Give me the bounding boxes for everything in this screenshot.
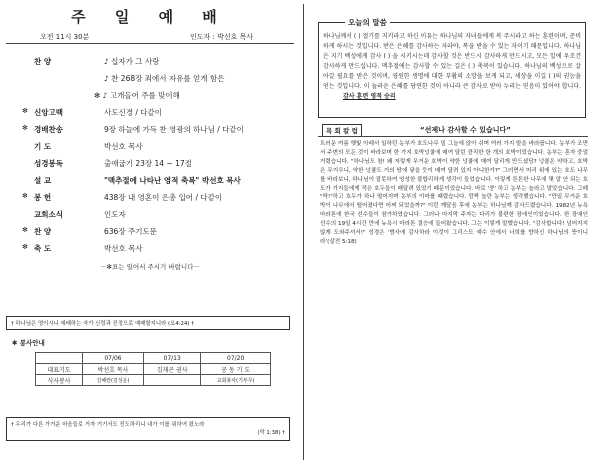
table-cell [36, 353, 83, 364]
table-cell: 공 동 기 도 [201, 364, 271, 375]
table-cell [143, 375, 200, 386]
todays-word-body: 하나님께서 ( ) 절기를 지키라고 하신 이유는 하나님의 자녀들에게 복 주시라고 하는 훈련이며, 준비하게 하시는 것입니다. 받은 은혜를 감사하는 자라야, 복을 받을 수 있는 자이기 때문입니다. 하나님은 지기 백성에게 감사 ( ) 을 시키시는데 감사할 것은 반드시 감사하게 만드시고, 모든 일에 우조건 감사하게 만드십니다. 맥추절에는 감사할 수 있는 길은 ( ) 축복이 있습니다. 하나님의 백성으로 살아갈 필요를 받은 것이며, 영원한 생명에 대한 부활의 소망을 보게 되고, 세상을 이길 ( )의 권능을 얻는 것입니다. 이 놀라운 은혜를 당연한 것이 아니라 큰 감사로 받아 누리는 믿음이 있어야 합니다. 감사 훈련 영적 승리 [323, 33, 581, 100]
table-cell: 07/20 [201, 353, 271, 364]
table-row [36, 353, 271, 364]
service-leader: 인도자 : 박선호 목사 [190, 33, 254, 41]
column-title: “선제나 감사할 수 있습니다” [420, 126, 511, 134]
table-cell: 박선호 목사 [83, 364, 144, 375]
service-table [35, 352, 271, 386]
bottom-verse-ref: (막 1:38) † [257, 430, 285, 436]
header-divider [6, 43, 294, 44]
table-cell: 대표기도 [36, 364, 83, 375]
table-cell: 김재곤 권사 [143, 364, 200, 375]
stand-mark: ✻ [22, 192, 28, 200]
bottom-verse-box [6, 417, 290, 441]
stand-mark: ✻ [22, 243, 28, 251]
column-divider [303, 4, 304, 460]
column-tag: 목 회 칼 럼 [322, 124, 362, 137]
stand-mark: ✻ [22, 226, 28, 234]
bottom-verse-text: † 우리가 다른 가거운 마음들로 거자 거기서도 전도하리니 내가 이를 위하여 왔노라 [11, 422, 205, 428]
table-cell: 식사봉사 [36, 375, 83, 386]
stand-mark: ✻ [22, 124, 28, 132]
table-cell: 교회봉사(기부무) [201, 375, 271, 386]
column-divider-line [318, 136, 588, 137]
table-cell: 07/13 [143, 353, 200, 364]
table-row [36, 364, 271, 375]
table-cell: 07/06 [83, 353, 144, 364]
page-title: 주 일 예 배 [71, 8, 229, 26]
column-body: 트러운 여름 햇빛 아래서 일하던 농부가 호도나무 밑 그늘에 앉아 쉬며 여러 가지 밭을 바라봅니다. 농부가 조면서 주변의 모든 것이 바라보며 한 가지 호박넝쿨에 매여 달린 큼직한 한 개의 호박이었습니다. 농부는 혼자 중얼거렸습니다. "하나님도 참! 왜 저렇게 무거운 호박이 약한 넝쿨에 매여 달리게 만드셨담? 넝쿨은 약하고, 호박은 무거우니, 약한 넝쿨도 거의 땅에 닿을 듯이 매여 달려 있지 아니한가?" 그러면서 머리 위에 있는 호도 나무를 바라보니, 하나님이 잘못하여 엉성한 불합리하게 생각이 들었습니다. 이렇게 튼튼한 나무에 몇 알 안 되는 호도가 가지들에게 작은 호두들이 매달려 있었기 때문이었습니다. 바로 '쿵' 하고 농부는 놀라고 말았습니다. 그때 "딱!"하고 호두가 하나 떨어지며 농부의 이마를 때렸습니다. 깜짝 놀란 농부는 생각했습니다. "만일 무거운 호박이 나무에서 떨어졌다면 어찌 되었을까?" 이런 깨달음 후에 농부는 하나님께 감사드렸습니다. 1982년 뉴욕 마라톤에 한국 선수들이 참가하였습니다. 그러나 마지막 주자는 다리가 불편한 장애인이었습니다. 한 장애인 선수의 19일 4시간 만에 뉴욕시 마라톤 결승에 들어왔습니다. 그는 이렇게 말했습니다. "감사합니다! 넘어지지 않게 도와주셔서!" 성경은 ‘범사에 감사하라 이것이 그리스도 예수 안에서 너희를 향하신 하나님의 뜻이니라’(살전 5:18) [320, 141, 588, 245]
service-title: ✱ 봉사안내 [12, 339, 45, 347]
table-cell: 김혜란(김성운) [83, 375, 144, 386]
verse-box: † 하나님은 영이시니 예배하는 자가 신령과 진정으로 예배할지니라 (요4:24) † [6, 316, 290, 330]
table-row [36, 375, 271, 386]
todays-word-tag: 오늘의 말씀 [345, 17, 390, 28]
service-time: 오전 11시 30분 [40, 33, 90, 41]
stand-note: －✻표는 일어서 주시기 바랍니다－ [100, 263, 200, 271]
stand-mark: ✻ [22, 107, 28, 115]
answer-words: 감사 훈련 영적 승리 [343, 93, 396, 100]
